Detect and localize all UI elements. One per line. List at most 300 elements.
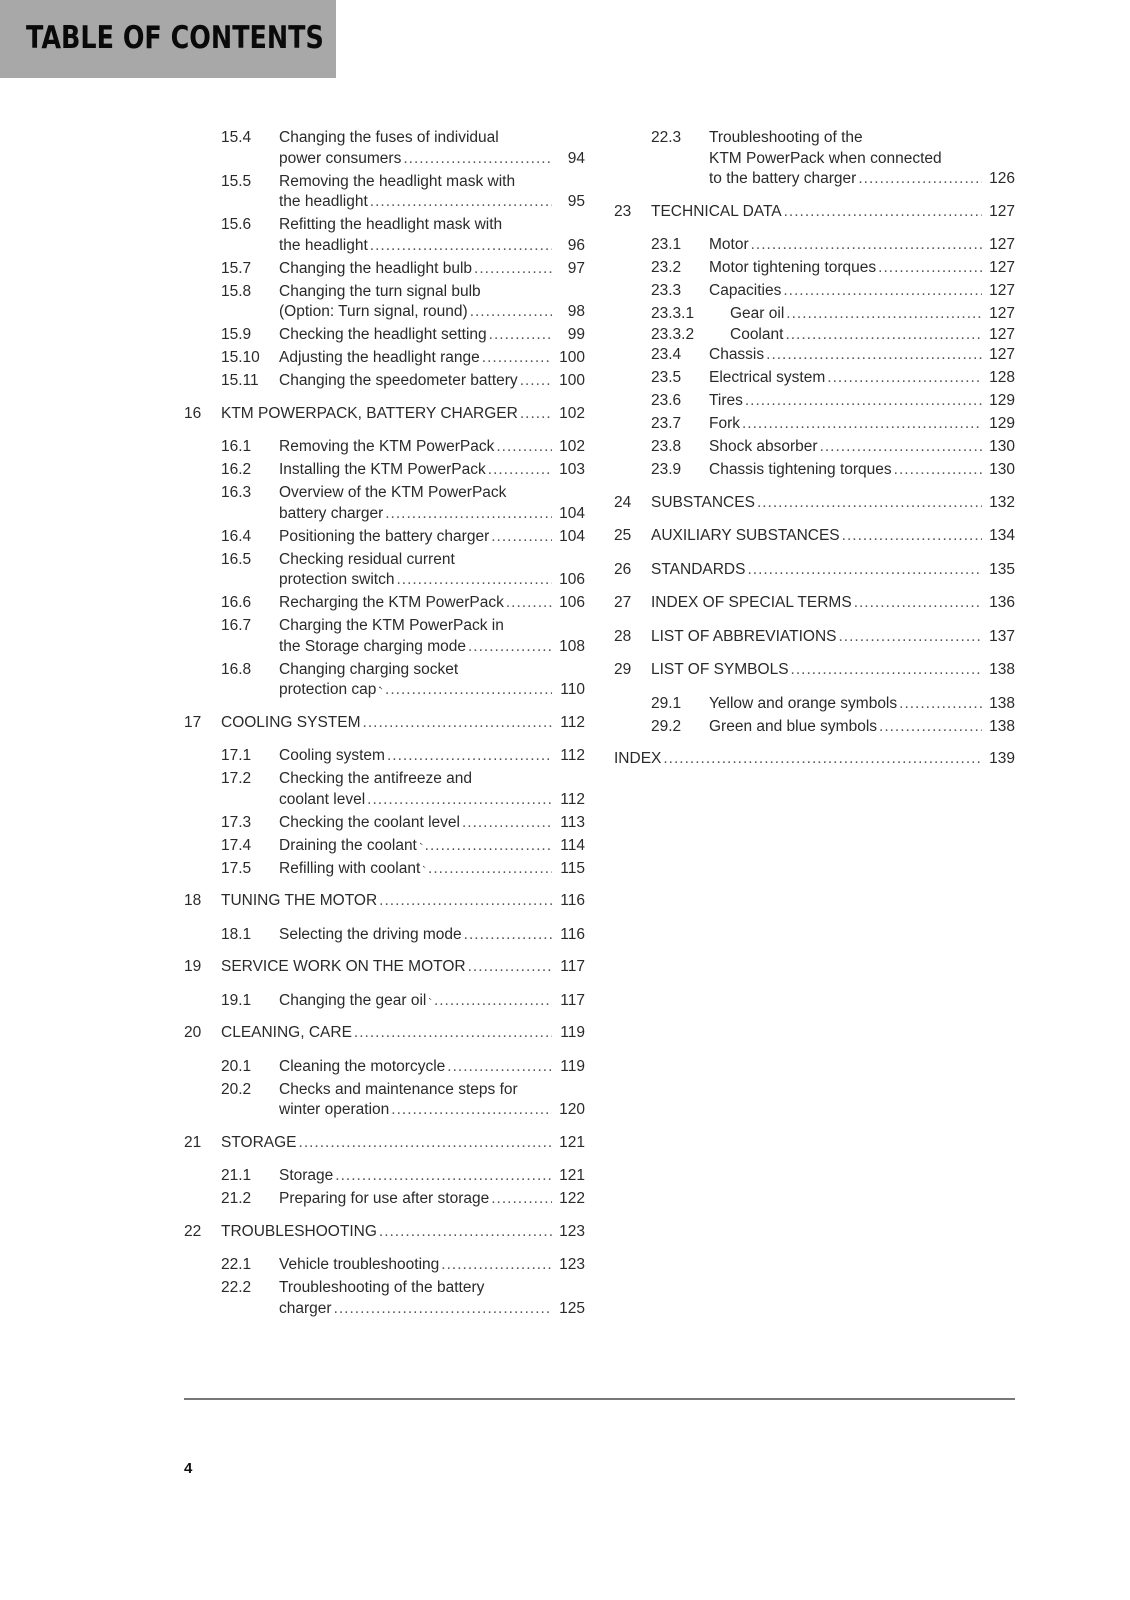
toc-section-entry[interactable] bbox=[184, 660, 585, 701]
toc-chapter-entry[interactable] bbox=[614, 202, 1015, 223]
entry-title: Vehicle troubleshooting bbox=[279, 1256, 440, 1273]
toc-section-entry[interactable] bbox=[614, 391, 1015, 412]
toc-section-entry[interactable] bbox=[184, 1189, 585, 1210]
entry-title: Motor tightening torques bbox=[709, 259, 877, 276]
page-ref[interactable]: 100 bbox=[559, 349, 585, 366]
dot-leader bbox=[299, 1133, 552, 1154]
dot-leader bbox=[387, 746, 552, 767]
entry-title: TROUBLESHOOTING bbox=[221, 1222, 377, 1240]
entry-title: Installing the KTM PowerPack bbox=[279, 461, 486, 478]
toc-section-entry[interactable] bbox=[614, 258, 1015, 279]
entry-title: Troubleshooting of the bbox=[709, 129, 863, 146]
toc-section-entry[interactable] bbox=[614, 325, 1015, 346]
entry-title: protection switch bbox=[279, 571, 395, 588]
entry-number: 23.1 bbox=[651, 236, 682, 253]
entry-title: Green and blue symbols bbox=[709, 717, 878, 735]
page-ref[interactable]: 127 bbox=[989, 259, 1015, 276]
page-ref[interactable]: 112 bbox=[560, 713, 585, 731]
dot-leader bbox=[520, 371, 552, 392]
entry-title: INDEX OF SPECIAL TERMS bbox=[651, 594, 852, 611]
entry-title: SUBSTANCES bbox=[651, 493, 755, 511]
dot-leader bbox=[482, 348, 552, 369]
dot-leader bbox=[858, 169, 982, 190]
dot-leader bbox=[757, 493, 982, 514]
footer-divider bbox=[184, 1398, 1015, 1400]
entry-title: Removing the headlight mask with bbox=[279, 172, 516, 190]
dot-leader bbox=[854, 593, 982, 614]
entry-title: winter operation bbox=[279, 1101, 390, 1118]
dot-leader bbox=[766, 345, 982, 366]
entry-title: COOLING SYSTEM bbox=[221, 713, 361, 731]
entry-title: Checking the headlight setting bbox=[279, 326, 487, 343]
entry-number: 24 bbox=[614, 493, 632, 511]
dot-leader bbox=[899, 694, 982, 715]
dot-leader bbox=[745, 391, 982, 412]
page-number: 4 bbox=[184, 1460, 193, 1477]
page-ref[interactable]: 129 bbox=[989, 392, 1015, 409]
page-ref[interactable]: 130 bbox=[989, 461, 1015, 478]
page-ref[interactable]: 98 bbox=[567, 303, 585, 320]
entry-title: Shock absorber bbox=[709, 438, 818, 455]
entry-title: Checking the coolant level bbox=[279, 813, 460, 831]
entry-title: INDEX bbox=[614, 750, 662, 767]
toc-chapter-entry[interactable] bbox=[614, 560, 1015, 581]
page-ref[interactable]: 123 bbox=[559, 1222, 585, 1240]
entry-title: TECHNICAL DATA bbox=[651, 202, 782, 220]
dot-leader bbox=[506, 593, 552, 614]
entry-number: 20.1 bbox=[221, 1057, 252, 1075]
toc-section-entry[interactable] bbox=[184, 172, 585, 213]
toc-chapter-entry[interactable] bbox=[184, 1133, 585, 1154]
page-ref[interactable]: 138 bbox=[989, 717, 1015, 735]
page-ref[interactable]: 127 bbox=[989, 305, 1015, 322]
dot-leader bbox=[491, 1189, 552, 1210]
entry-number: 29.1 bbox=[651, 694, 682, 712]
page-ref[interactable]: 110 bbox=[560, 681, 585, 698]
entry-number: 23.2 bbox=[651, 259, 682, 276]
dot-leader bbox=[367, 790, 552, 811]
entry-number: 20 bbox=[184, 1024, 202, 1041]
page-title: TABLE OF CONTENTS bbox=[26, 20, 324, 56]
dot-leader bbox=[783, 281, 982, 302]
toc-section-entry[interactable] bbox=[184, 616, 585, 657]
entry-title: Chassis tightening torques bbox=[709, 461, 892, 478]
toc-chapter-entry[interactable] bbox=[614, 526, 1015, 547]
entry-number: 17 bbox=[184, 713, 202, 731]
page-ref[interactable]: 137 bbox=[989, 627, 1015, 645]
entry-title: Changing the turn signal bulb bbox=[279, 282, 481, 300]
toc-right-column bbox=[614, 128, 1015, 783]
page-ref[interactable]: 127 bbox=[989, 346, 1015, 363]
entry-title: TUNING THE MOTOR bbox=[221, 892, 378, 909]
entry-title: KTM POWERPACK, BATTERY CHARGER bbox=[221, 404, 518, 422]
entry-title: Tires bbox=[709, 392, 743, 409]
toc-chapter-entry[interactable] bbox=[184, 891, 585, 912]
toc-chapter-entry[interactable] bbox=[184, 957, 585, 978]
page-ref[interactable]: 130 bbox=[989, 438, 1015, 455]
page-ref[interactable]: 121 bbox=[559, 1167, 585, 1184]
page-ref[interactable]: 117 bbox=[560, 991, 585, 1009]
page-ref[interactable]: 103 bbox=[559, 461, 585, 478]
entry-title: KTM PowerPack when connected bbox=[709, 149, 942, 167]
page-ref[interactable]: 106 bbox=[559, 594, 585, 611]
entry-number: 16 bbox=[184, 404, 202, 422]
dot-leader bbox=[462, 813, 552, 834]
entry-title: Changing the gear oil bbox=[279, 991, 427, 1009]
entry-number: 17.1 bbox=[221, 747, 252, 764]
dot-leader bbox=[385, 504, 552, 525]
toc-section-entry[interactable] bbox=[184, 1166, 585, 1187]
entry-title: Changing the fuses of individual bbox=[279, 129, 499, 146]
page-ref[interactable]: 96 bbox=[567, 236, 585, 254]
entry-number: 15.9 bbox=[221, 326, 252, 343]
entry-number: 20.2 bbox=[221, 1080, 252, 1098]
dot-leader bbox=[379, 891, 552, 912]
wrench-icon bbox=[423, 861, 426, 873]
entry-number: 15.11 bbox=[221, 372, 259, 389]
entry-number: 22.1 bbox=[221, 1256, 252, 1273]
entry-number: 23.9 bbox=[651, 461, 682, 478]
toc-section-entry[interactable] bbox=[184, 1080, 585, 1121]
dot-leader bbox=[491, 527, 552, 548]
entry-number: 19 bbox=[184, 958, 202, 975]
dot-leader bbox=[742, 414, 982, 435]
page-ref[interactable]: 114 bbox=[560, 836, 585, 854]
entry-number: 23.3.2 bbox=[651, 325, 695, 343]
entry-number: 22.3 bbox=[651, 129, 682, 146]
entry-number: 23 bbox=[614, 202, 632, 220]
page-ref[interactable]: 119 bbox=[560, 1057, 585, 1075]
entry-title: battery charger bbox=[279, 504, 384, 522]
toc-section-entry[interactable] bbox=[614, 368, 1015, 389]
page-ref[interactable]: 127 bbox=[989, 202, 1015, 220]
entry-title: STORAGE bbox=[221, 1133, 297, 1151]
toc-section-entry[interactable] bbox=[184, 527, 585, 548]
dot-leader bbox=[403, 149, 552, 170]
page-ref[interactable]: 95 bbox=[567, 193, 585, 210]
dot-leader bbox=[785, 325, 982, 346]
page-ref[interactable]: 115 bbox=[560, 859, 585, 877]
toc-left-column bbox=[184, 128, 585, 1322]
toc-section-entry[interactable] bbox=[184, 128, 585, 169]
dot-leader bbox=[363, 713, 552, 734]
entry-title: Removing the KTM PowerPack bbox=[279, 438, 495, 455]
page-ref[interactable]: 120 bbox=[559, 1101, 585, 1118]
toc-section-entry[interactable] bbox=[184, 836, 585, 857]
entry-title: Refitting the headlight mask with bbox=[279, 216, 503, 233]
entry-number: 26 bbox=[614, 560, 632, 578]
entry-number: 23.7 bbox=[651, 415, 682, 432]
page-ref[interactable]: 128 bbox=[989, 369, 1015, 386]
entry-title: Positioning the battery charger bbox=[279, 527, 490, 545]
entry-number: 21.2 bbox=[221, 1190, 252, 1207]
entry-title: (Option: Turn signal, round) bbox=[279, 303, 468, 320]
toc-section-entry[interactable] bbox=[184, 1255, 585, 1276]
page-ref[interactable]: 127 bbox=[989, 282, 1015, 299]
toc-index-entry[interactable] bbox=[614, 749, 1015, 770]
entry-title: Storage bbox=[279, 1167, 334, 1184]
entry-title: Cleaning the motorcycle bbox=[279, 1057, 446, 1075]
entry-number: 15.8 bbox=[221, 282, 252, 300]
entry-number: 27 bbox=[614, 594, 632, 611]
entry-number: 29 bbox=[614, 661, 632, 678]
page-ref[interactable]: 135 bbox=[989, 560, 1015, 578]
dot-leader bbox=[842, 526, 982, 547]
page-ref[interactable]: 106 bbox=[559, 571, 585, 588]
entry-title: charger bbox=[279, 1299, 332, 1317]
toc-section-entry[interactable] bbox=[184, 483, 585, 524]
entry-title: Motor bbox=[709, 236, 749, 253]
page-ref[interactable]: 123 bbox=[559, 1256, 585, 1273]
entry-title: protection cap bbox=[279, 681, 377, 698]
entry-number: 17.3 bbox=[221, 813, 252, 831]
entry-number: 15.6 bbox=[221, 216, 252, 233]
dot-leader bbox=[751, 235, 982, 256]
entry-title: the headlight bbox=[279, 236, 368, 254]
entry-title: Fork bbox=[709, 415, 740, 432]
entry-title: Checking residual current bbox=[279, 550, 455, 568]
entry-title: Checks and maintenance steps for bbox=[279, 1080, 518, 1098]
toc-section-entry[interactable] bbox=[614, 281, 1015, 302]
dot-leader bbox=[385, 680, 552, 701]
page-ref[interactable]: 99 bbox=[567, 326, 585, 343]
entry-title: Refilling with coolant bbox=[279, 859, 421, 877]
toc-section-entry[interactable] bbox=[614, 414, 1015, 435]
dot-leader bbox=[894, 460, 982, 481]
page-ref[interactable]: 125 bbox=[559, 1299, 585, 1317]
entry-number: 19.1 bbox=[221, 991, 252, 1009]
entry-title: Yellow and orange symbols bbox=[709, 694, 898, 712]
entry-title: Checking the antifreeze and bbox=[279, 770, 473, 787]
page-ref[interactable]: 139 bbox=[989, 750, 1015, 767]
dot-leader bbox=[354, 1023, 552, 1044]
toc-section-entry[interactable] bbox=[184, 813, 585, 834]
toc-section-entry[interactable] bbox=[184, 215, 585, 256]
page-ref[interactable]: 116 bbox=[560, 925, 585, 943]
page-ref[interactable]: 112 bbox=[560, 747, 585, 764]
wrench-icon bbox=[420, 838, 423, 850]
dot-leader bbox=[784, 202, 982, 223]
page-ref[interactable]: 102 bbox=[559, 404, 585, 422]
toc-section-entry[interactable] bbox=[184, 437, 585, 458]
page-ref[interactable]: 122 bbox=[559, 1190, 585, 1207]
toc-section-entry[interactable] bbox=[184, 593, 585, 614]
page-ref[interactable]: 112 bbox=[560, 790, 585, 808]
entry-number: 15.4 bbox=[221, 129, 252, 146]
toc-chapter-entry[interactable] bbox=[184, 1222, 585, 1243]
page-ref[interactable]: 127 bbox=[989, 236, 1015, 253]
page-ref[interactable]: 134 bbox=[989, 527, 1015, 544]
toc-section-entry[interactable] bbox=[614, 694, 1015, 715]
toc-section-entry[interactable] bbox=[184, 925, 585, 946]
entry-title: AUXILIARY SUBSTANCES bbox=[651, 527, 840, 544]
entry-title: power consumers bbox=[279, 149, 402, 167]
dot-leader bbox=[489, 325, 552, 346]
entry-number: 15.7 bbox=[221, 259, 252, 277]
entry-title: Changing charging socket bbox=[279, 660, 459, 678]
entry-number: 23.5 bbox=[651, 369, 682, 386]
dot-leader bbox=[396, 570, 552, 591]
toc-section-entry[interactable] bbox=[614, 345, 1015, 366]
page-ref[interactable]: 108 bbox=[559, 637, 585, 655]
dot-leader bbox=[335, 1166, 552, 1187]
page-ref[interactable]: 100 bbox=[559, 372, 585, 389]
dot-leader bbox=[370, 192, 552, 213]
dot-leader bbox=[878, 258, 982, 279]
entry-number: 22 bbox=[184, 1222, 202, 1240]
toc-section-entry[interactable] bbox=[184, 550, 585, 591]
entry-title: Charging the KTM PowerPack in bbox=[279, 617, 504, 634]
entry-title: LIST OF SYMBOLS bbox=[651, 661, 789, 678]
toc-section-entry[interactable] bbox=[184, 325, 585, 346]
page-ref[interactable]: 104 bbox=[559, 504, 585, 522]
toc-section-entry[interactable] bbox=[184, 769, 585, 810]
page-ref[interactable]: 113 bbox=[560, 813, 585, 831]
entry-title: Gear oil bbox=[730, 305, 785, 322]
entry-title: CLEANING, CARE bbox=[221, 1024, 352, 1041]
dot-leader bbox=[334, 1299, 552, 1320]
entry-title: Coolant bbox=[730, 325, 784, 343]
entry-number: 21 bbox=[184, 1133, 202, 1151]
entry-title: coolant level bbox=[279, 790, 366, 808]
toc-section-entry[interactable] bbox=[184, 1057, 585, 1078]
entry-number: 17.2 bbox=[221, 770, 252, 787]
page-ref[interactable]: 132 bbox=[989, 493, 1015, 511]
toc-chapter-entry[interactable] bbox=[184, 404, 585, 425]
page-ref[interactable]: 136 bbox=[989, 594, 1015, 611]
entry-title: Chassis bbox=[709, 346, 765, 363]
dot-leader bbox=[425, 836, 552, 857]
page-ref[interactable]: 94 bbox=[567, 149, 585, 167]
entry-title: the headlight bbox=[279, 193, 368, 210]
dot-leader bbox=[470, 302, 552, 323]
entry-number: 16.3 bbox=[221, 484, 252, 501]
entry-number: 23.6 bbox=[651, 392, 682, 409]
dot-leader bbox=[488, 460, 552, 481]
entry-number: 25 bbox=[614, 527, 632, 544]
dot-leader bbox=[520, 404, 552, 425]
entry-number: 23.4 bbox=[651, 346, 682, 363]
entry-title: Adjusting the headlight range bbox=[279, 349, 480, 366]
entry-number: 16.1 bbox=[221, 438, 252, 455]
dot-leader bbox=[468, 957, 552, 978]
page-ref[interactable]: 102 bbox=[559, 438, 585, 455]
toc-section-entry[interactable] bbox=[184, 282, 585, 323]
entry-number: 23.8 bbox=[651, 438, 682, 455]
toc-section-entry[interactable] bbox=[614, 304, 1015, 325]
page-ref[interactable]: 116 bbox=[560, 892, 585, 909]
dot-leader bbox=[434, 991, 552, 1012]
wrench-icon bbox=[379, 682, 383, 694]
page-ref[interactable]: 121 bbox=[559, 1133, 585, 1151]
entry-title: Troubleshooting of the battery bbox=[279, 1279, 485, 1296]
page-ref[interactable]: 127 bbox=[989, 325, 1015, 343]
page-ref[interactable]: 104 bbox=[559, 527, 585, 545]
toc-section-entry[interactable] bbox=[184, 859, 585, 880]
page-ref[interactable]: 97 bbox=[567, 259, 585, 277]
toc-chapter-entry[interactable] bbox=[614, 493, 1015, 514]
toc-section-entry[interactable] bbox=[184, 259, 585, 280]
entry-number: 28 bbox=[614, 627, 632, 645]
page-ref[interactable]: 117 bbox=[560, 958, 585, 975]
page-ref[interactable]: 126 bbox=[989, 170, 1015, 187]
toc-chapter-entry[interactable] bbox=[614, 593, 1015, 614]
entry-title: STANDARDS bbox=[651, 560, 746, 578]
toc-chapter-entry[interactable] bbox=[184, 713, 585, 734]
entry-title: Recharging the KTM PowerPack bbox=[279, 594, 504, 611]
toc-section-entry[interactable] bbox=[184, 991, 585, 1012]
entry-number: 16.7 bbox=[221, 617, 252, 634]
toc-section-entry[interactable] bbox=[184, 348, 585, 369]
page-ref[interactable]: 138 bbox=[989, 694, 1015, 712]
dot-leader bbox=[879, 717, 982, 738]
entry-number: 18.1 bbox=[221, 925, 252, 943]
dot-leader bbox=[827, 368, 982, 389]
page-ref[interactable]: 129 bbox=[989, 415, 1015, 432]
entry-number: 16.2 bbox=[221, 461, 252, 478]
dot-leader bbox=[441, 1255, 552, 1276]
toc-section-entry[interactable] bbox=[614, 717, 1015, 738]
dot-leader bbox=[786, 304, 982, 325]
dot-leader bbox=[379, 1222, 552, 1243]
entry-title: Electrical system bbox=[709, 369, 826, 386]
page-ref[interactable]: 138 bbox=[989, 661, 1015, 678]
entry-title: Cooling system bbox=[279, 747, 385, 764]
toc-section-entry[interactable] bbox=[614, 460, 1015, 481]
entry-number: 16.5 bbox=[221, 550, 252, 568]
toc-section-entry[interactable] bbox=[184, 371, 585, 392]
entry-number: 16.4 bbox=[221, 527, 252, 545]
dot-leader bbox=[820, 437, 982, 458]
entry-title: Capacities bbox=[709, 282, 782, 299]
page-ref[interactable]: 119 bbox=[560, 1024, 585, 1041]
dot-leader bbox=[474, 259, 552, 280]
toc-section-entry[interactable] bbox=[614, 437, 1015, 458]
toc-section-entry[interactable] bbox=[614, 235, 1015, 256]
dot-leader bbox=[447, 1057, 552, 1078]
toc-chapter-entry[interactable] bbox=[184, 1023, 585, 1044]
entry-number: 23.3 bbox=[651, 282, 682, 299]
dot-leader bbox=[428, 859, 552, 880]
dot-leader bbox=[838, 627, 982, 648]
entry-number: 21.1 bbox=[221, 1167, 252, 1184]
toc-chapter-entry[interactable] bbox=[614, 627, 1015, 648]
toc-section-entry[interactable] bbox=[184, 746, 585, 767]
dot-leader bbox=[747, 560, 982, 581]
entry-number: 18 bbox=[184, 892, 202, 909]
toc-section-entry[interactable] bbox=[614, 128, 1015, 190]
entry-number: 16.6 bbox=[221, 594, 252, 611]
entry-number: 15.5 bbox=[221, 172, 252, 190]
entry-number: 17.5 bbox=[221, 859, 252, 877]
entry-title: LIST OF ABBREVIATIONS bbox=[651, 627, 837, 645]
toc-section-entry[interactable] bbox=[184, 460, 585, 481]
entry-title: to the battery charger bbox=[709, 170, 857, 187]
entry-title: Changing the speedometer battery bbox=[279, 372, 518, 389]
entry-number: 29.2 bbox=[651, 717, 682, 735]
dot-leader bbox=[663, 749, 982, 770]
entry-number: 15.10 bbox=[221, 349, 260, 366]
toc-section-entry[interactable] bbox=[184, 1278, 585, 1319]
entry-title: Draining the coolant bbox=[279, 836, 417, 854]
entry-title: SERVICE WORK ON THE MOTOR bbox=[221, 958, 466, 975]
dot-leader bbox=[791, 660, 982, 681]
entry-title: Changing the headlight bulb bbox=[279, 259, 473, 277]
toc-chapter-entry[interactable] bbox=[614, 660, 1015, 681]
dot-leader bbox=[370, 236, 552, 257]
wrench-icon bbox=[429, 993, 432, 1005]
entry-title: the Storage charging mode bbox=[279, 637, 466, 655]
